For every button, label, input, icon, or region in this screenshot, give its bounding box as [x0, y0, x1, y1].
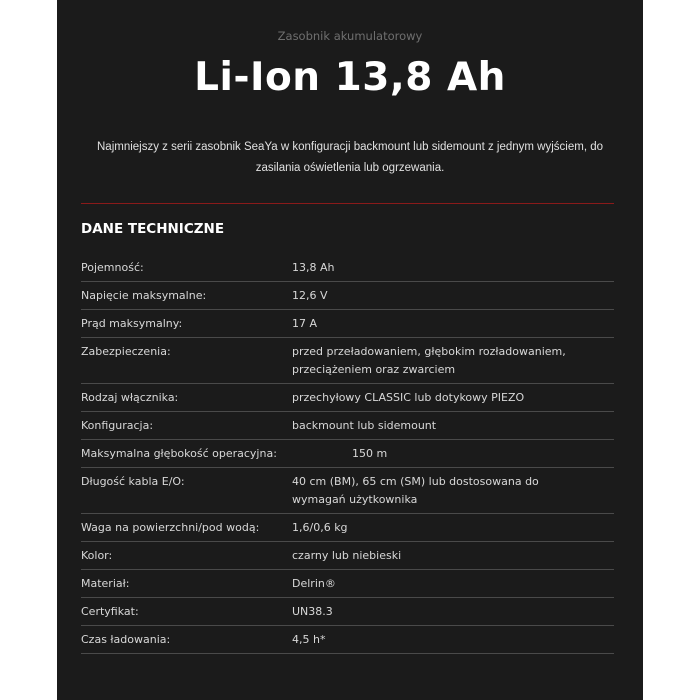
spec-value: przechyłowy CLASSIC lub dotykowy PIEZO [292, 391, 525, 404]
spec-row [81, 440, 614, 468]
spec-value: przed przeładowaniem, głębokim rozładowaniem, przeciążeniem oraz zwarciem [292, 345, 566, 376]
spec-label: Materiał: [81, 577, 130, 590]
product-subtitle: Zasobnik akumulatorowy [277, 29, 423, 43]
spec-value: czarny lub niebieski [292, 549, 402, 562]
product-panel [57, 0, 643, 700]
spec-value: 150 m [352, 447, 388, 460]
spec-row [81, 468, 614, 514]
spec-value: 1,6/0,6 kg [292, 521, 348, 534]
product-title: Li-Ion 13,8 Ah [194, 55, 506, 100]
specs-table [81, 254, 614, 654]
spec-row [81, 310, 614, 338]
spec-label: Napięcie maksymalne: [81, 289, 207, 302]
specs-heading: DANE TECHNICZNE [81, 221, 225, 237]
spec-label: Konfiguracja: [81, 419, 154, 432]
spec-value: UN38.3 [292, 605, 333, 618]
spec-label: Pojemność: [81, 261, 144, 274]
spec-row [81, 542, 614, 570]
spec-row [81, 626, 614, 654]
spec-label: Waga na powierzchni/pod wodą: [81, 521, 260, 534]
spec-label: Rodzaj włącznika: [81, 391, 179, 404]
spec-label: Czas ładowania: [81, 633, 171, 646]
spec-value: 4,5 h* [292, 633, 326, 646]
spec-label: Zabezpieczenia: [81, 345, 171, 358]
spec-value: backmount lub sidemount [292, 419, 437, 432]
spec-row [81, 384, 614, 412]
spec-label: Kolor: [81, 549, 113, 562]
spec-row [81, 598, 614, 626]
spec-value: Delrin® [292, 577, 336, 590]
spec-row [81, 412, 614, 440]
spec-value: 13,8 Ah [292, 261, 335, 274]
spec-row [81, 254, 614, 282]
spec-row [81, 570, 614, 598]
spec-label: Prąd maksymalny: [81, 317, 183, 330]
spec-label: Długość kabla E/O: [81, 475, 185, 488]
product-description: Najmniejszy z serii zasobnik SeaYa w konfiguracji backmount lub sidemount z jednym wyjściem, do zasilania oświetlenia lub ogrzewania. [97, 141, 603, 174]
spec-row [81, 338, 614, 384]
spec-row [81, 282, 614, 310]
spec-row [81, 514, 614, 542]
spec-value: 12,6 V [292, 289, 328, 302]
spec-value: 17 A [292, 317, 318, 330]
spec-label: Maksymalna głębokość operacyjna: [81, 447, 277, 460]
divider [81, 203, 614, 204]
spec-label: Certyfikat: [81, 605, 139, 618]
spec-value: 40 cm (BM), 65 cm (SM) lub dostosowana do wymagań użytkownika [292, 475, 539, 506]
